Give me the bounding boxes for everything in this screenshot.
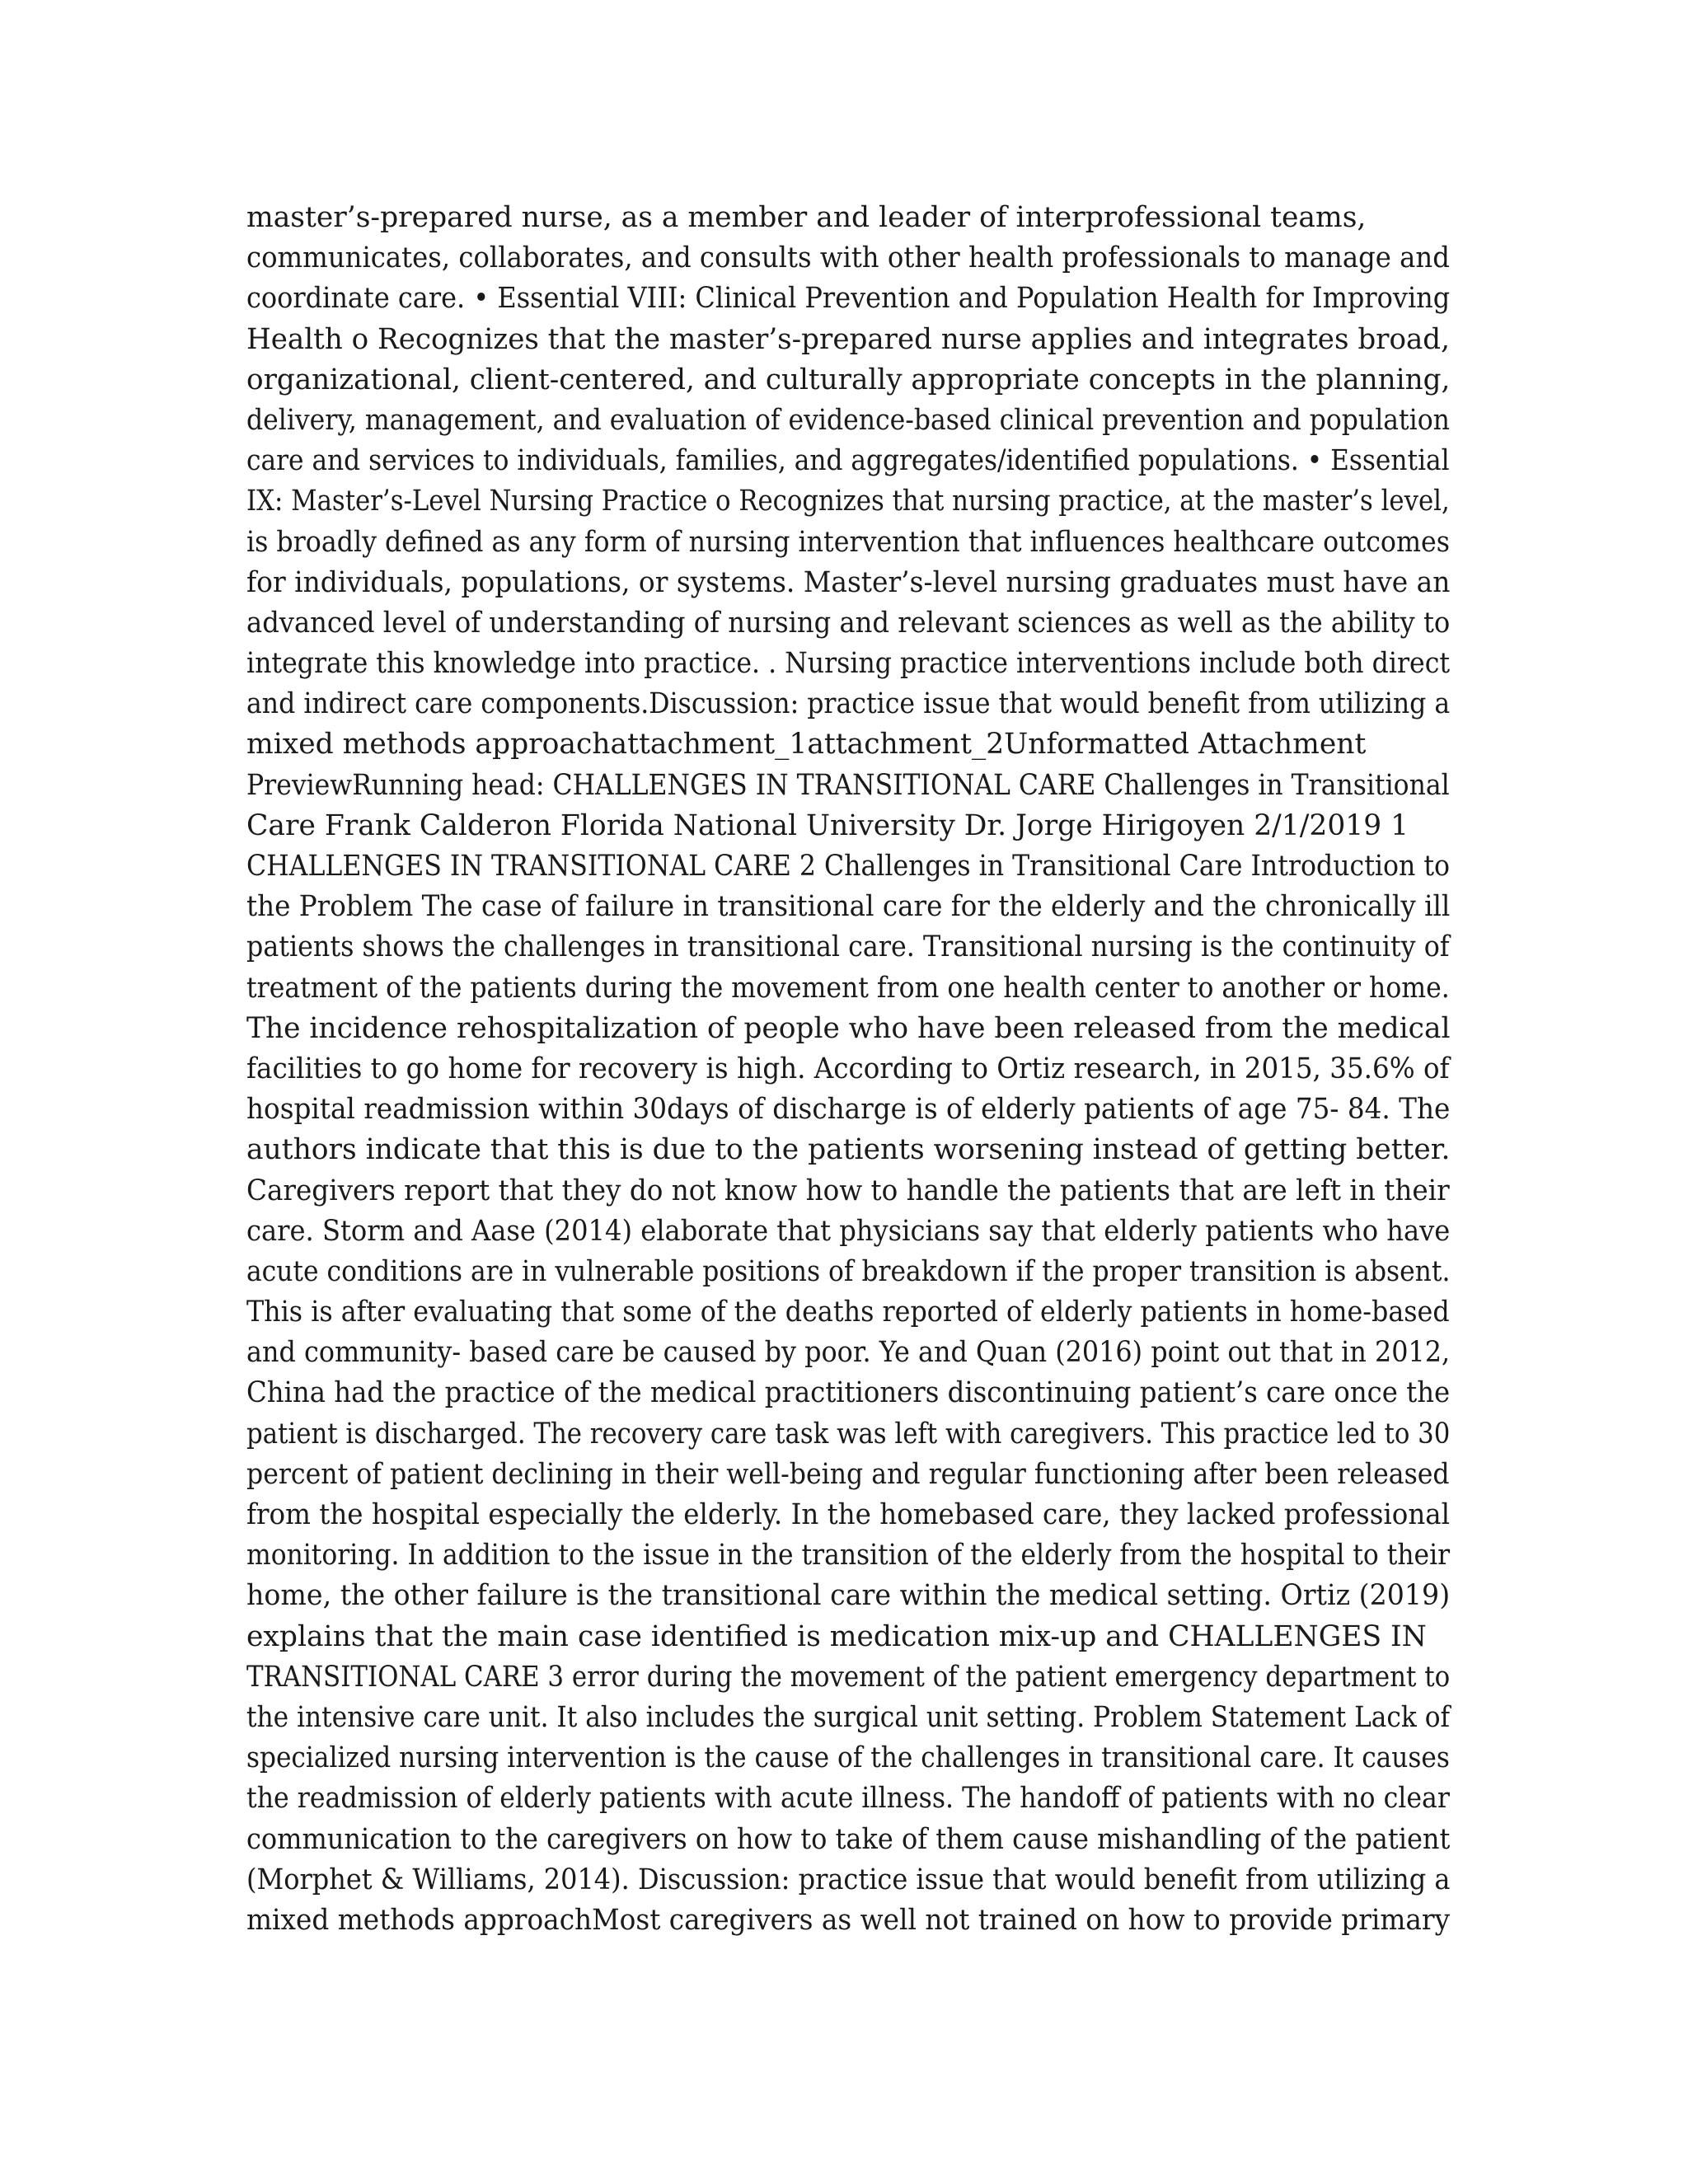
- text-line: explains that the main case identified is medication mix-up and CHALLENGES IN: [246, 1619, 1427, 1653]
- text-line: from the hospital especially the elderly. In the homebased care, they lacked professional: [246, 1498, 1451, 1531]
- text-line: authors indicate that this is due to the patients worsening instead of getting better.: [246, 1133, 1451, 1167]
- text-line: treatment of the patients during the movement from one health center to another or home.: [246, 971, 1450, 1005]
- text-line: CHALLENGES IN TRANSITIONAL CARE 2 Challenges in Transitional Care Introduction to: [246, 850, 1451, 883]
- text-line: TRANSITIONAL CARE 3 error during the movement of the patient emergency department to: [246, 1660, 1451, 1694]
- text-line: This is after evaluating that some of the deaths reported of elderly patients in home-based: [246, 1296, 1450, 1329]
- text-line: the Problem The case of failure in transitional care for the elderly and the chronically ill: [246, 890, 1451, 924]
- text-line: delivery, management, and evaluation of evidence-based clinical prevention and population: [246, 403, 1450, 437]
- text-line: mixed methods approachattachment_1attachment_2Unformatted Attachment: [246, 728, 1367, 762]
- text-line: master’s-prepared nurse, as a member and leader of interprofessional teams,: [246, 201, 1367, 234]
- text-line: advanced level of understanding of nursing and relevant sciences as well as the ability to: [246, 606, 1451, 640]
- text-line: integrate this knowledge into practice. . Nursing practice interventions include both direct: [246, 647, 1451, 681]
- text-line: Caregivers report that they do not know how to handle the patients that are left in their: [246, 1174, 1450, 1207]
- text-line: is broadly defined as any form of nursing intervention that influences healthcare outcomes: [246, 525, 1450, 559]
- text-line: patients shows the challenges in transitional care. Transitional nursing is the continuity of: [246, 930, 1450, 964]
- text-line: IX: Master’s-Level Nursing Practice o Recognizes that nursing practice, at the master’s level,: [246, 485, 1450, 518]
- text-line: PreviewRunning head: CHALLENGES IN TRANSITIONAL CARE Challenges in Transitional: [246, 768, 1450, 802]
- text-line: for individuals, populations, or systems. Master’s-level nursing graduates must have an: [246, 565, 1451, 599]
- text-line: care and services to individuals, families, and aggregates/identified populations. • Essential: [246, 444, 1450, 478]
- text-line: care. Storm and Aase (2014) elaborate that physicians say that elderly patients who have: [246, 1214, 1451, 1248]
- text-line: specialized nursing intervention is the cause of the challenges in transitional care. It causes: [246, 1741, 1450, 1775]
- text-line: percent of patient declining in their well-being and regular functioning after been released: [246, 1457, 1450, 1491]
- text-line: monitoring. In addition to the issue in the transition of the elderly from the hospital to their: [246, 1539, 1451, 1572]
- text-line: the intensive care unit. It also includes the surgical unit setting. Problem Statement Lack of: [246, 1700, 1451, 1734]
- text-line: home, the other failure is the transitional care within the medical setting. Ortiz (2019): [246, 1579, 1451, 1613]
- text-line: mixed methods approachMost caregivers as well not trained on how to provide primary: [246, 1903, 1451, 1937]
- text-line: facilities to go home for recovery is high. According to Ortiz research, in 2015, 35.6% of: [246, 1052, 1450, 1085]
- text-line: and community- based care be caused by poor. Ye and Quan (2016) point out that in 2012,: [246, 1336, 1451, 1370]
- text-line: The incidence rehospitalization of people who have been released from the medical: [246, 1011, 1451, 1045]
- text-line: coordinate care. • Essential VIII: Clinical Prevention and Population Health for Improving: [246, 282, 1451, 316]
- text-line: Care Frank Calderon Florida National University Dr. Jorge Hirigoyen 2/1/2019 1: [246, 808, 1409, 842]
- text-line: acute conditions are in vulnerable positions of breakdown if the proper transition is absent.: [246, 1254, 1451, 1288]
- text-line: Health o Recognizes that the master’s-prepared nurse applies and integrates broad,: [246, 322, 1450, 356]
- text-line: and indirect care components.Discussion: practice issue that would benefit from utilizing a: [246, 687, 1451, 721]
- text-line: hospital readmission within 30days of discharge is of elderly patients of age 75- 84. The: [246, 1093, 1451, 1127]
- body-text: [246, 198, 1450, 1941]
- text-line: organizational, client-centered, and culturally appropriate concepts in the planning,: [246, 363, 1451, 396]
- text-line: patient is discharged. The recovery care task was left with caregivers. This practice led to 30: [246, 1417, 1451, 1451]
- text-line: China had the practice of the medical practitioners discontinuing patient’s care once the: [246, 1376, 1451, 1410]
- text-line: the readmission of elderly patients with acute illness. The handoff of patients with no clear: [246, 1782, 1450, 1816]
- text-line: (Morphet & Williams, 2014). Discussion: practice issue that would benefit from utilizing a: [246, 1863, 1451, 1896]
- text-line: communication to the caregivers on how to take of them cause mishandling of the patient: [246, 1822, 1451, 1856]
- text-line: communicates, collaborates, and consults with other health professionals to manage and: [246, 241, 1450, 275]
